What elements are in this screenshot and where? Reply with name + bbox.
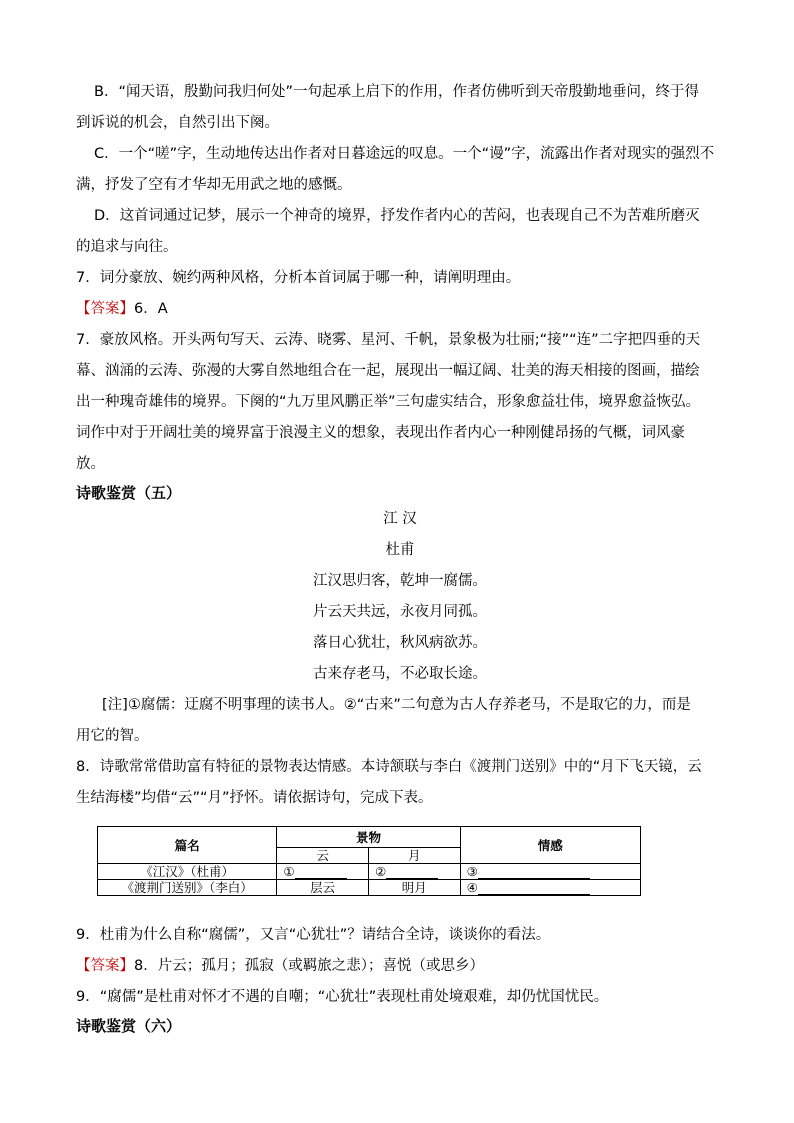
blank-line	[295, 866, 347, 879]
table-header-emotion: 情感	[460, 827, 640, 864]
blank-line	[478, 882, 590, 895]
blank-cell[interactable]	[277, 864, 369, 880]
option-b-line-2: 到诉说的机会，自然引出下阕。	[76, 115, 279, 131]
cell-cloud: 层云	[277, 880, 369, 896]
row-name: 《渡荆门送别》（李白）	[98, 880, 277, 896]
row-name: 《江汉》（杜甫）	[98, 864, 277, 880]
blank-line	[478, 866, 590, 879]
answer-1	[76, 299, 726, 319]
blank-number: ③	[466, 864, 478, 879]
option-d-line-1: D．这首词通过记梦，展示一个神奇的境界，抒发作者内心的苦闷，也表现自己不为苦难所磨灭	[94, 208, 700, 224]
option-b-line-1: B．“闻天语，殷勤问我归何处”一句起承上启下的作用，作者仿佛听到天帝殷勤地垂问，终于得	[94, 84, 699, 100]
answer-2	[76, 956, 726, 976]
blank-cell[interactable]	[368, 864, 460, 880]
question-8-line-2: 生结海楼”均借“云”“月”抒怀。请依据诗句，完成下表。	[76, 790, 433, 806]
answer-table	[97, 826, 641, 896]
question-7: 7．词分豪放、婉约两种风格，分析本首词属于哪一种，请阐明理由。	[76, 270, 521, 286]
question-9: 9．杜甫为什么自称“腐儒”，又言“心犹壮”？请结合全诗，谈谈你的看法。	[76, 927, 551, 943]
poem-line-3: 落日心犹壮，秋风病欲苏。	[313, 635, 487, 651]
question-8-line-1: 8．诗歌常常借助富有特征的景物表达情感。本诗颔联与李白《渡荆门送别》中的“月下飞天镜，云	[76, 759, 702, 775]
table-row	[98, 864, 641, 880]
section-6-title: 诗歌鉴赏（六）	[76, 1017, 182, 1035]
answer-7-line-3: 出一种瑰奇雄伟的境界。下阕的“九万里风鹏正举”三句虚实结合，形象愈益壮伟，境界愈益恢弘。	[76, 394, 701, 410]
note-line-2: 用它的智。	[76, 728, 149, 744]
blank-number: ①	[283, 864, 295, 879]
option-c-line-1: C．一个“嗟”字，生动地传达出作者对日暮途远的叹息。一个“谩”字，流露出作者对现实的强烈不	[94, 146, 715, 162]
blank-number: ②	[374, 864, 387, 879]
option-c-line-2: 满，抒发了空有才华却无用武之地的感慨。	[76, 177, 352, 193]
cell-moon: 明月	[368, 880, 460, 896]
answer-label: 【答案】	[76, 958, 134, 974]
blank-number: ④	[466, 880, 478, 895]
poem-line-2: 片云天共远，永夜月同孤。	[313, 604, 487, 620]
answer-text: 8．片云；孤月；孤寂（或羁旅之悲）；喜悦（或思乡）	[134, 958, 484, 974]
poem-line-1: 江汉思归客，乾坤一腐儒。	[313, 573, 487, 589]
poem-line-4: 古来存老马，不必取长途。	[313, 666, 487, 682]
answer-7-line-1: 7．豪放风格。开头两句写天、云涛、晓雾、星河、千帆，景象极为壮丽;“接”“连”二字把四垂的天	[76, 332, 701, 348]
option-d-line-2: 的追求与向往。	[76, 239, 178, 255]
table-header-scene: 景物	[277, 827, 460, 848]
blank-cell[interactable]	[460, 880, 640, 896]
poem-title: 江 汉	[383, 511, 417, 527]
table-header-title: 篇名	[98, 827, 277, 864]
answer-label: 【答案】	[76, 301, 134, 317]
answer-9: 9．“腐儒”是杜甫对怀才不遇的自嘲；“心犹壮”表现杜甫处境艰难，却仍忧国忧民。	[76, 989, 609, 1005]
answer-text: 6．A	[134, 301, 168, 317]
poem-author: 杜甫	[385, 542, 415, 558]
table-row	[98, 880, 641, 896]
answer-7-line-4: 词作中对于开阔壮美的境界富于浪漫主义的想象，表现出作者内心一种刚健昂扬的气概，词风豪	[76, 425, 685, 441]
table-header-moon: 月	[368, 848, 460, 864]
blank-cell[interactable]	[460, 864, 640, 880]
blank-line	[386, 866, 438, 879]
answer-7-line-2: 幕、汹涌的云涛、弥漫的大雾自然地组合在一起，展现出一幅辽阔、壮美的海天相接的图画，描绘	[76, 363, 700, 379]
section-5-title: 诗歌鉴赏（五）	[76, 484, 182, 502]
answer-7-line-5: 放。	[76, 456, 105, 472]
note-line-1: [注]①腐儒：迂腐不明事理的读书人。②“古来”二句意为古人存养老马，不是取它的力，而是	[102, 697, 691, 713]
table-header-cloud: 云	[277, 848, 369, 864]
